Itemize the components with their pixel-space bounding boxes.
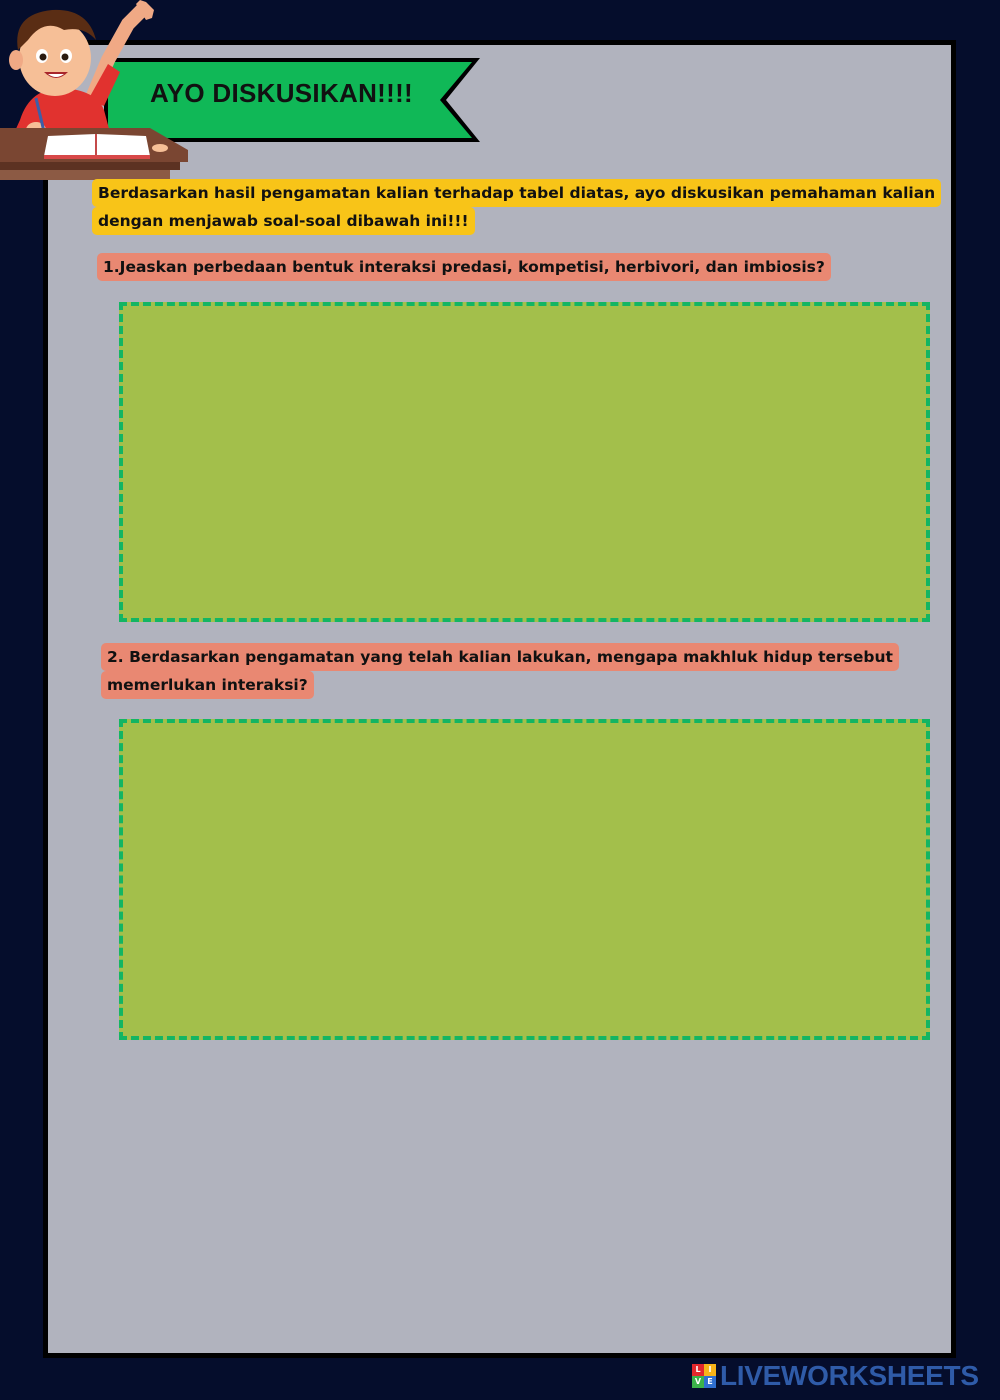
logo-text: LIVEWORKSHEETS bbox=[720, 1360, 979, 1391]
question-2-text-line-1: 2. Berdasarkan pengamatan yang telah kalian lakukan, mengapa makhluk hidup tersebut bbox=[101, 643, 899, 671]
liveworksheets-logo[interactable] bbox=[692, 1361, 992, 1391]
logo-letter-e: E bbox=[704, 1376, 716, 1388]
student-illustration bbox=[0, 0, 190, 185]
answer-box-1[interactable] bbox=[119, 302, 930, 622]
logo-squares-icon bbox=[692, 1364, 716, 1388]
question-1-text: 1.Jeaskan perbedaan bentuk interaksi predasi, kompetisi, herbivori, dan imbiosis? bbox=[97, 253, 831, 281]
logo-letter-v: V bbox=[692, 1376, 704, 1388]
logo-letter-i: I bbox=[704, 1364, 716, 1376]
answer-box-2[interactable] bbox=[119, 719, 930, 1040]
intro-text-line-1: Berdasarkan hasil pengamatan kalian terhadap tabel diatas, ayo diskusikan pemahaman kalian bbox=[92, 179, 941, 207]
logo-letter-l: L bbox=[692, 1364, 704, 1376]
intro-text-line-2: dengan menjawab soal-soal dibawah ini!!! bbox=[92, 207, 475, 235]
question-2-text-line-2: memerlukan interaksi? bbox=[101, 671, 314, 699]
banner-title: AYO DISKUSIKAN!!!! bbox=[150, 78, 414, 108]
worksheet-page bbox=[43, 40, 956, 1358]
